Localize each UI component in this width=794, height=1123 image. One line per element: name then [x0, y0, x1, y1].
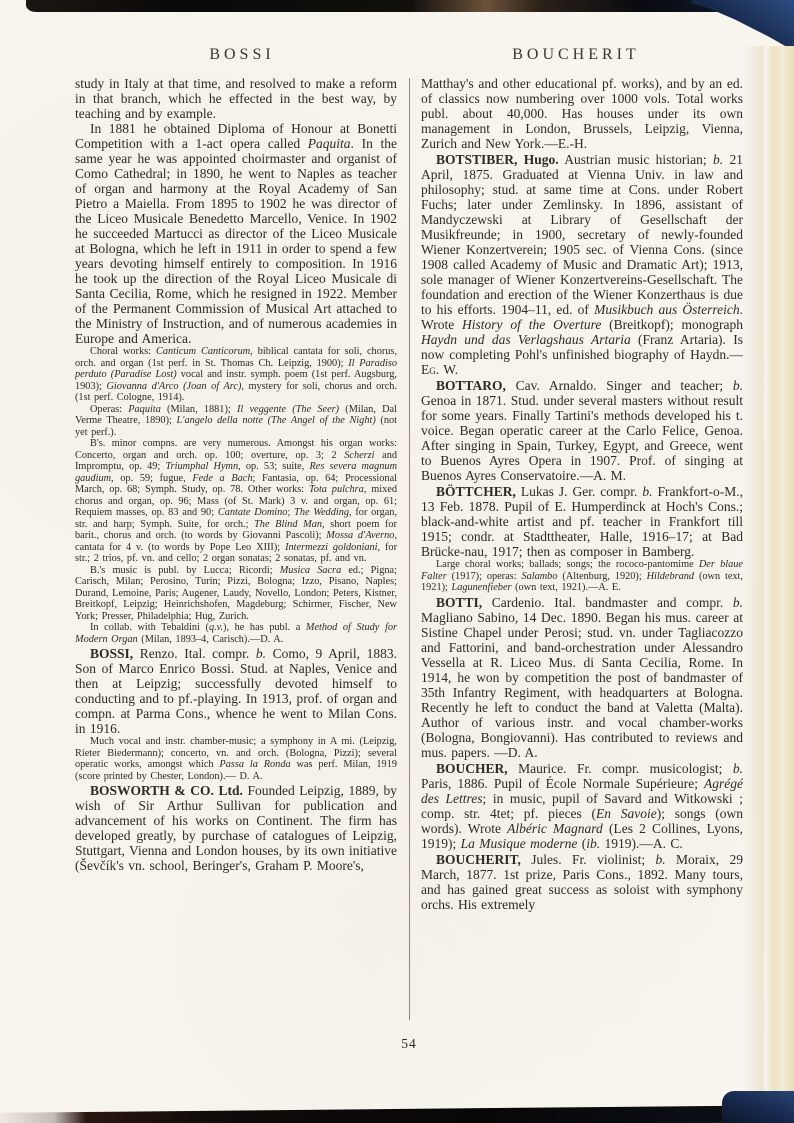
text-run-i: Haydn und das Verlagshaus Artaria: [421, 332, 631, 347]
left-column: [75, 76, 397, 1026]
text-run-i: Triumphal Hymn: [165, 461, 239, 472]
entry-botti-cardenio: BOTTI, Cardenio. Ital. bandmaster and compr. b. Magliano Sabino, 14 Dec. 1890. Began his mus. career at Sistine Chapel under Perosi; stud. vn. under Tagliacozzo and Fattorini, and band-orchestration under Alessandro Vessella at R. Liceo Mus. di Santa Cecilia, Rome. In 1914, he won by competition the post of bandmaster of 35th Infantry Regiment, with headquarters at Bologna. Recently he left to conduct the band at Valetta (Malta). Author of various instr. and vocal chamber-works (Bologna, Bongiovanni). Has contributed to reviews and mus. papers. —D. A.: [421, 594, 743, 760]
text-run-i: Musikbuch aus Österreich: [594, 302, 740, 317]
running-head-right: BOUCHERIT: [512, 46, 640, 63]
bossi-marco-continuation-paragraph: study in Italy at that time, and resolved to make a reform in that branch, which he effected in the best way, by teaching and by example.: [75, 76, 397, 121]
running-heads: [75, 46, 743, 64]
book-binding-corner-bottom-right: [722, 1091, 794, 1123]
text-run-i: Agrégé des Lettres: [421, 775, 743, 806]
entry-boucher-maurice: BOUCHER, Maurice. Fr. compr. musicologist; b. Paris, 1886. Pupil of École Normale Supérieure; Agrégé des Lettres; in music, pupil of Savard and Witkowski ; comp. str. 4tet; pf. pieces (En Savoie); songs (own words). Wrote Albéric Magnard (Les 2 Collines, Lyons, 1919); La Musique moderne (ib. 1919).—A. C.: [421, 760, 743, 851]
text-columns: [75, 76, 743, 1026]
text-run-i: Method of Study for Modern Organ: [75, 622, 397, 645]
bossi-marco-operas-paragraph: Operas: Paquita (Milan, 1881); Il veggente (The Seer) (Milan, Dal Verme Theatre, 1890); L'angelo della notte (The Angel of the Night) (not yet perf.).: [75, 403, 397, 438]
bossi-renzo-works-paragraph: Much vocal and instr. chamber-music; a symphony in A mi. (Leipzig, Rieter Biedermann); concerto, vn. and orch. (Bologna, Pizzi); several operatic works, amongst which Passa la Ronda was perf. Milan, 1919 (score printed by Chester, London).— D. A.: [75, 736, 397, 782]
text-run-i: Passa la Ronda: [219, 759, 291, 770]
text-run-b: BÖTTCHER,: [436, 484, 516, 499]
text-run-i: L'angelo della notte (The Angel of the Night): [176, 415, 376, 426]
text-run-i: Der blaue Falter: [421, 559, 743, 582]
text-run-b: BOUCHER,: [436, 760, 508, 776]
bossi-marco-collaboration-paragraph: In collab. with Tebaldini (q.v.), he has publ. a Method of Study for Modern Organ (Milan, 1893–4, Carisch).—D. A.: [75, 622, 397, 645]
running-head-left: BOSSI: [209, 46, 275, 63]
text-run-b: BOTSTIBER, Hugo.: [436, 152, 559, 167]
bossi-marco-minor-compositions-paragraph: B's. minor compns. are very numerous. Amongst his organ works: Concerto, organ and orch. op. 100; overture, op. 3; 2 Scherzi and Impromptu, op. 49; Triumphal Hymn, op. 53; suite, Res severa magnum gaudium, op. 59; fugue, Fede a Bach; Fantasia, op. 64; Processional March, op. 68; Symph. Study, op. 78. Other works: Tota pulchra, mixed chorus and organ, op. 96; Mass (of St. Mark) 3 v. and organ, op. 61; Requiem masses, op. 83 and 90; Cantate Domino; The Wedding, for organ, str. and harp; Symph. Suite, for orch.; The Blind Man, short poem for barit., chorus and orch. (to words by Giovanni Pascoli); Mossa d'Averno, cantata for 4 v. (to words by Pope Leo XIII); Intermezzi goldoniani, for str.; 2 trios, pf. vn. and cello; 2 organ sonatas; 2 sonatas, pf. and vn.: [75, 438, 398, 564]
text-run-i: The Blind Man: [254, 518, 322, 530]
text-run-i: Tota pulchra: [309, 484, 364, 495]
text-run-i: Fede a Bach: [192, 472, 253, 484]
text-run-b: BOTTARO,: [436, 378, 506, 393]
text-run-i: Hildebrand: [646, 570, 695, 582]
bossi-marco-choral-works-paragraph: Choral works: Canticum Canticorum, biblical cantata for soli, chorus, orch. and organ (1st perf. in St. Thomas Ch. Leipzig, 1900); Il Paradiso perduto (Paradise Lost) vocal and instr. symph. poem (1st perf. Augsburg, 1903); Giovanna d'Arco (Joan of Arc), mystery for soli, chorus and orch. (1st perf. Cologne, 1914).: [75, 346, 398, 403]
text-run-sc: A. E.: [598, 582, 621, 593]
text-run-i: Mossa d'Averno: [326, 530, 395, 541]
text-run-b: BOSWORTH & CO. Ltd.: [90, 783, 243, 798]
bosworth-continuation-paragraph: Matthay's and other educational pf. works), and by an ed. of classics now numbering over 1000 vols. Total works publ. about 40,000. Has houses under its own management in London, Brussels, Leipzig, Vienna, Zurich and New York.—E.-H.: [421, 76, 743, 151]
text-run-i: Canticum Canticorum: [155, 346, 251, 357]
text-run-sc: E.-H.: [557, 136, 588, 151]
entry-bottaro-arnaldo: BOTTARO, Cav. Arnaldo. Singer and teacher; b. Genoa in 1871. Stud. under several masters without result for some years. Finally Tartini's methods developed his t. voice. Began operatic career at the Carlo Felice, Genoa. After singing in Spain, Turkey, Egypt, and Greece, went to Buenos Ayres Opera in 1907. Prof. of singing at Buenos Ayres Conservatoire.—A. M.: [421, 378, 743, 483]
text-run-i: Albéric Magnard: [507, 820, 603, 836]
text-run-i: ib.: [586, 835, 601, 851]
text-run-i: b.: [732, 760, 743, 776]
text-run-i: Intermezzi goldoniani: [285, 541, 378, 553]
text-run-i: Cantate Domino: [217, 507, 288, 518]
text-run-i: Paquita: [128, 403, 161, 415]
bossi-marco-biography-paragraph: In 1881 he obtained Diploma of Honour at Bonetti Competition with a 1-act opera called Paquita. In the same year he was appointed choirmaster and organist of Como Cathedral; in 1890, he went to Naples as teacher of organ and harmony at the Royal Academy of San Pietro a Maiella. From 1895 to 1902 he was director of the Liceo Musicale Benedetto Marcello, Venice. In 1902 he succeeded Martucci as director of the Liceo Musicale at Bologna, which he left in 1911 in order to spend a few years devoting himself entirely to composition. In 1916 he took up the direction of the Royal Liceo Musicale di Santa Cecilia, Rome, which he resigned in 1922. Member of the Permanent Commission of Musical Art attached to the Ministry of Instruction, and of numerous academies in Europe and America.: [75, 121, 397, 346]
text-run-i: b.: [713, 152, 724, 167]
book-binding-top-edge: [26, 0, 794, 12]
entry-boucherit-jules: BOUCHERIT, Jules. Fr. violinist; b. Moraix, 29 March, 1877. 1st prize, Paris Cons., 1892. Many tours, and has gained great success as soloist with symphony orchs. His extremely: [421, 851, 743, 912]
text-run-sc: A. C.: [652, 835, 683, 851]
bottcher-works-paragraph: Large choral works; ballads; songs; the rococo-pantomime Der blaue Falter (1917); operas: Salambo (Altenburg, 1920); Hildebrand (own text, 1921); Lagunenfieber (own text, 1921).—A. E.: [421, 559, 743, 593]
text-run-i: Paquita: [307, 136, 351, 151]
entry-bossi-renzo: BOSSI, Renzo. Ital. compr. b. Como, 9 April, 1883. Son of Marco Enrico Bossi. Stud. at Naples, Venice and then at Leipzig; successfully devoted himself to conducting and to pf.-playing. In 1913, prof. of organ and compn. at Parma Cons., whence he went to Milan Cons. in 1916.: [75, 646, 397, 736]
text-run-i: b.: [642, 484, 653, 499]
text-run-i: Scherzi: [344, 449, 375, 461]
bossi-marco-publishers-paragraph: B.'s music is publ. by Lucca; Ricordi; Musica Sacra ed.; Pigna; Carisch, Milan; Perosino, Turin; Pizzi, Bologna; Izzo, Pisano, Naples; Durand, Lemoine, Paris; Augener, Laudy, Novello, London; Peters, Kistner, Breitkopf, Leipzig; Heinrichshofen, Magdeburg; Schirmer, Fischer, New York; Presser, Philadelphia; Hug, Zurich.: [75, 564, 397, 622]
text-run-i: b.: [255, 646, 266, 661]
page-number: 54: [401, 1036, 417, 1051]
column-divider-rule: [409, 78, 410, 1020]
text-run-i: q.v.: [208, 622, 224, 633]
page-stack-edge-right: [764, 46, 794, 1101]
text-run-b: BOTTI,: [436, 594, 483, 610]
text-run-sc: A. M.: [593, 468, 626, 483]
text-run-sc: D. A.: [507, 744, 538, 760]
text-run-i: Il Paradiso perduto: [75, 357, 397, 380]
text-run-sc: D. A.: [239, 770, 263, 782]
text-run-b: BOSSI,: [90, 646, 134, 661]
text-run-i: History of the Overture: [462, 317, 602, 332]
text-run-i: The Wedding: [294, 507, 350, 518]
text-run-i: La Musique moderne: [460, 835, 578, 851]
text-run-i: Salambo: [521, 570, 558, 582]
text-run-i: (Paradise Lost): [106, 369, 177, 380]
right-column: [421, 76, 743, 1026]
entry-botstiber-hugo: BOTSTIBER, Hugo. Austrian music historian; b. 21 April, 1875. Graduated at Vienna Univ. in law and philosophy; stud. at same time at Cons. under Robert Fuchs; later under Zemlinsky. In 1896, assistant of Mandyczewski at Library of Gesellschaft der Musikfreunde; in 1900, secretary of newly-founded Wiener Konzertverein; 1905 sec. of Vienna Cons. (since 1908 called Academy of Music and Dramatic Art); 1913, sole manager of Wiener Konzertvereins-Gesellschaft. The foundation and erection of the Wiener Konzerthaus is due to his efforts. 1904–11, ed. of Musikbuch aus Österreich. Wrote History of the Overture (Breitkopf); monograph Haydn und das Verlagshaus Artaria (Franz Artaria). Is now completing Pohl's unfinished biography of Haydn.—Eg. W.: [421, 152, 743, 377]
text-run-i: (Joan of Arc): [178, 380, 242, 392]
text-run-i: Il veggente (The Seer): [236, 403, 340, 415]
page-content: [75, 46, 743, 1051]
text-run-i: b.: [732, 378, 743, 393]
text-run-i: b.: [655, 851, 666, 867]
text-run-sc: Eg. W.: [421, 362, 459, 377]
text-run-i: b.: [732, 594, 743, 610]
text-run-i: Res severa magnum gaudium: [75, 461, 397, 484]
text-run-i: Musica Sacra: [279, 564, 342, 576]
text-run-i: Lagunenfieber: [451, 582, 512, 593]
entry-bosworth-co: BOSWORTH & CO. Ltd. Founded Leipzig, 1889, by wish of Sir Arthur Sullivan for publication and advancement of his works on Continent. The firm has developed greatly, by purchase of catalogues of Leipzig, Stuttgart, Vienna and London houses, by its own initiative (Ševčík's vn. school, Beringer's, Graham P. Moore's,: [75, 783, 397, 873]
text-run-i: Giovanna d'Arco: [106, 380, 179, 392]
text-run-sc: D. A.: [260, 633, 284, 645]
book-binding-bottom-edge: [0, 1105, 794, 1123]
entry-bottcher-lukas: BÖTTCHER, Lukas J. Ger. compr. b. Frankfort-o-M., 13 Feb. 1878. Pupil of E. Humperdinck at Hoch's Cons.; black-and-white artist and pf. teacher in Frankfort till 1915; condr. at Stadttheater, Halle, 1916–17; at Bad Brücke-nau, 1917; then as composer in Bamberg.: [421, 484, 743, 559]
text-run-i: En Savoie: [596, 805, 657, 821]
text-run-b: BOUCHERIT,: [436, 851, 521, 867]
